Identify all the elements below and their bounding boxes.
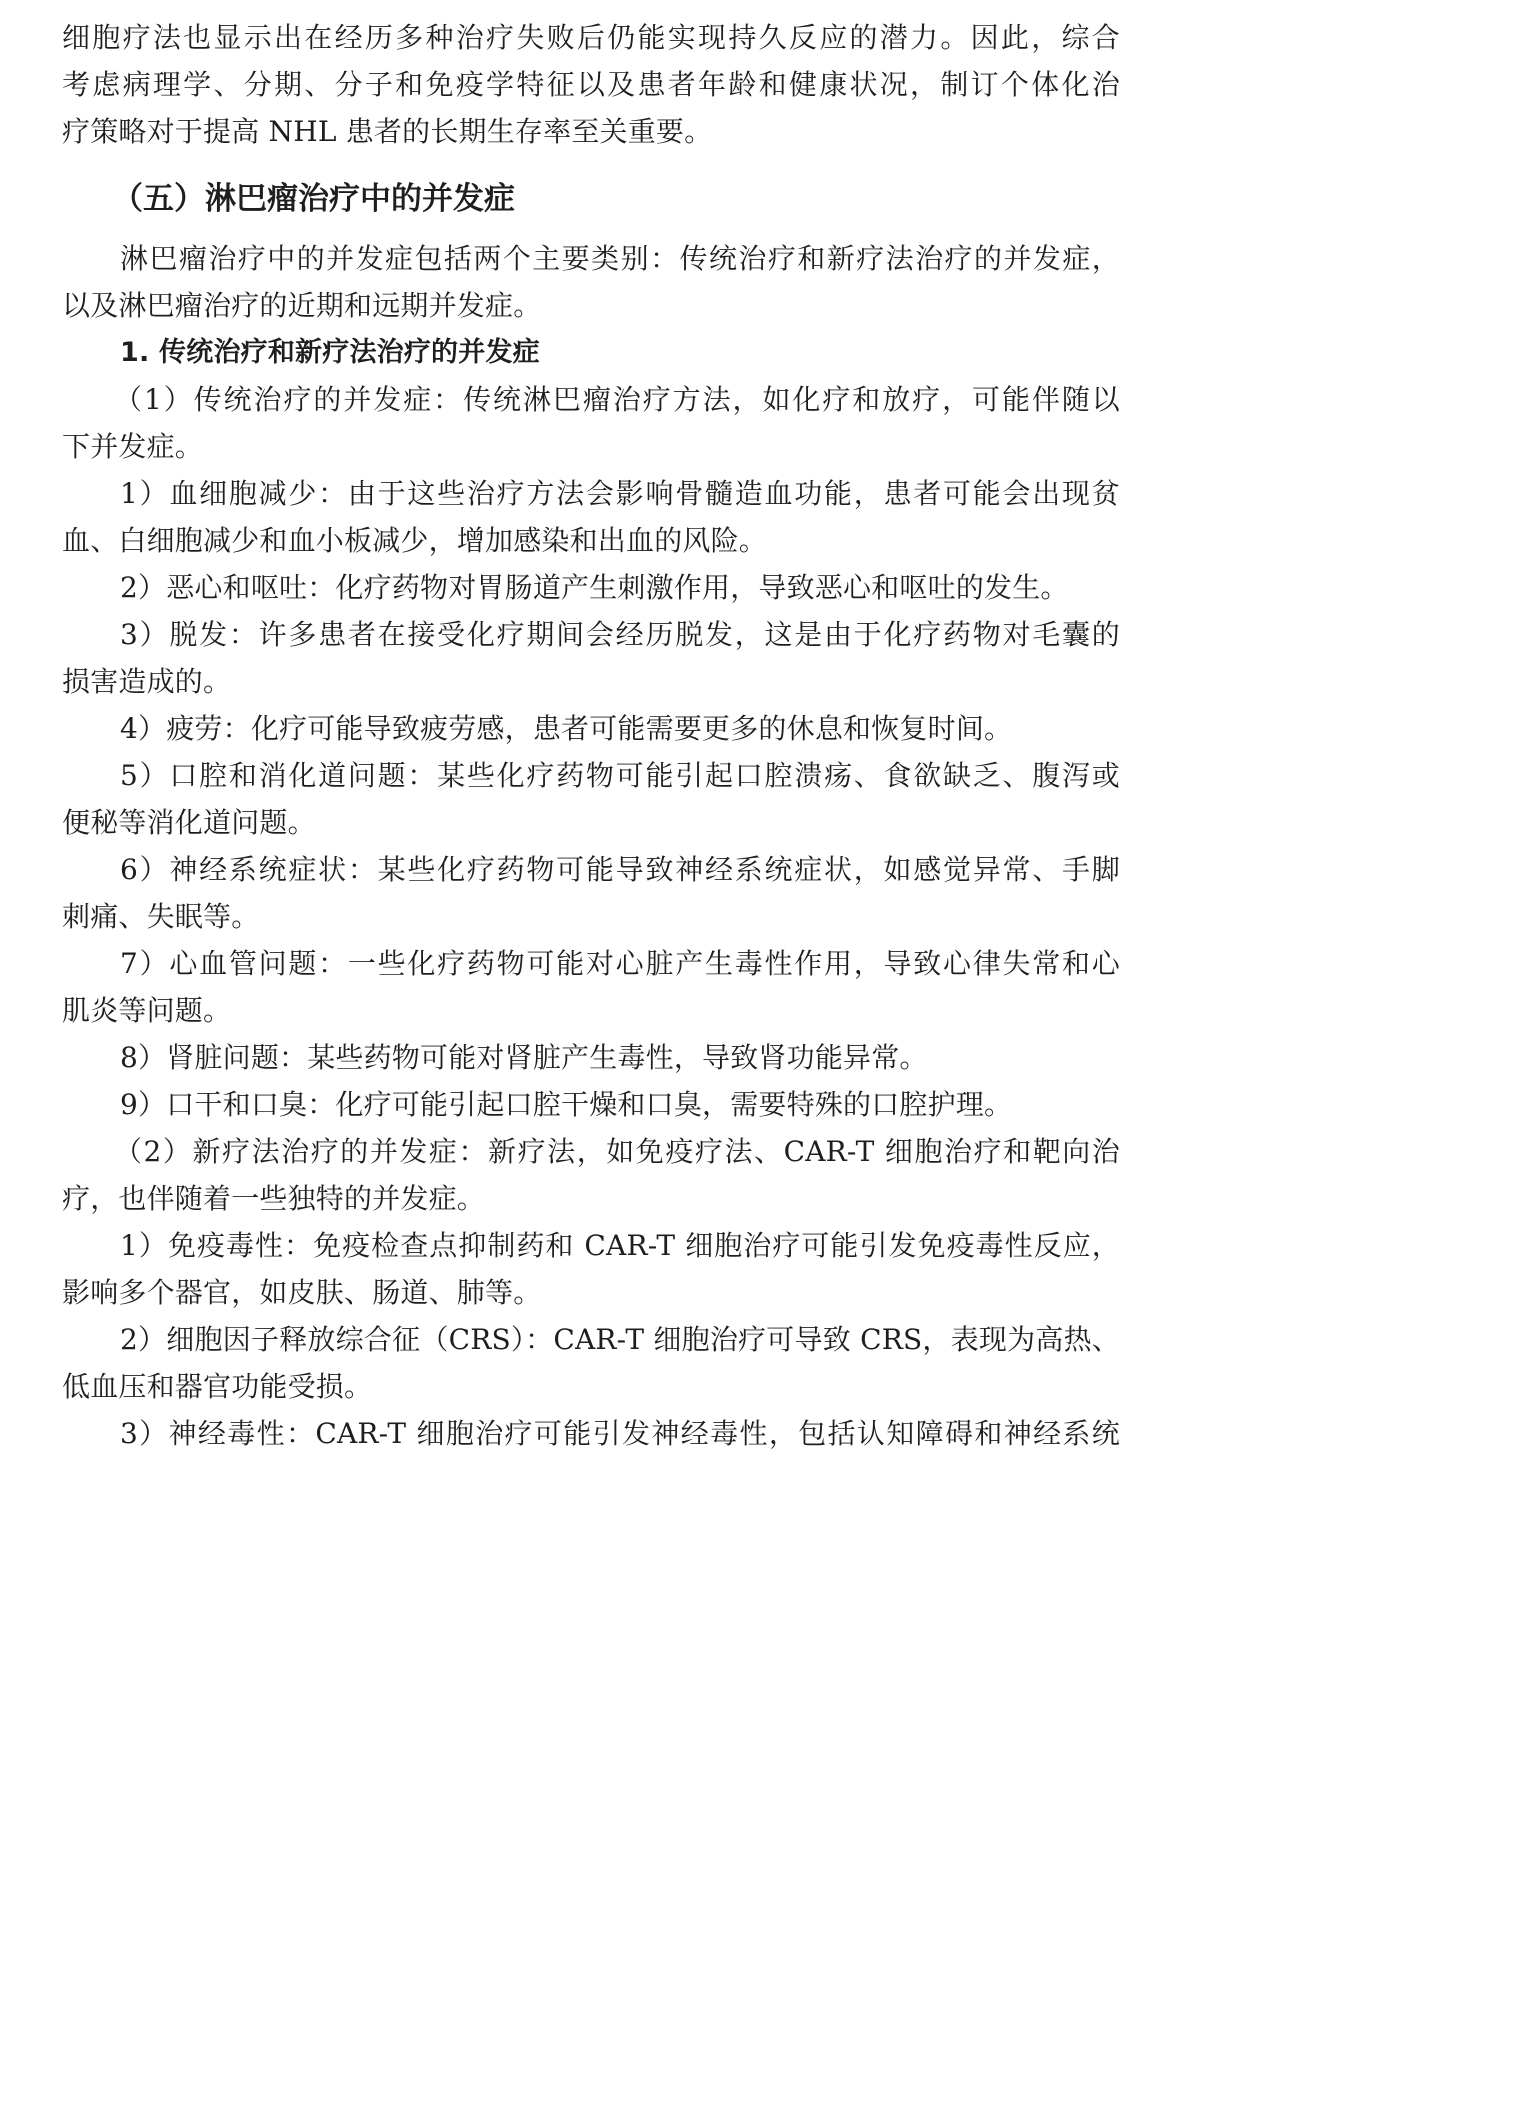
text-line: 1）免疫毒性：免疫检查点抑制药和 CAR-T 细胞治疗可能引发免疫毒性反应， xyxy=(120,1229,1120,1262)
text-line: 考虑病理学、分期、分子和免疫学特征以及患者年龄和健康状况，制订个体化治 xyxy=(62,68,1120,101)
text-line: 细胞疗法也显示出在经历多种治疗失败后仍能实现持久反应的潜力。因此，综合 xyxy=(62,21,1120,54)
list-item xyxy=(62,1222,1120,1316)
text-line: 肌炎等问题。 xyxy=(62,994,232,1027)
text-line: 9）口干和口臭：化疗可能引起口腔干燥和口臭，需要特殊的口腔护理。 xyxy=(120,1088,1013,1121)
text-line: 下并发症。 xyxy=(62,430,204,463)
list-item xyxy=(62,1316,1120,1410)
text-line: 1）血细胞减少：由于这些治疗方法会影响骨髓造血功能，患者可能会出现贫 xyxy=(120,477,1120,510)
subheading-paragraph xyxy=(62,329,1120,376)
text-line: 疗策略对于提高 NHL 患者的长期生存率至关重要。 xyxy=(62,115,713,148)
list-item xyxy=(62,564,1120,611)
text-line: 5）口腔和消化道问题：某些化疗药物可能引起口腔溃疡、食欲缺乏、腹泻或 xyxy=(120,759,1120,792)
text-line: 7）心血管问题：一些化疗药物可能对心脏产生毒性作用，导致心律失常和心 xyxy=(120,947,1120,980)
list-item xyxy=(62,940,1120,1034)
text-line: 2）恶心和呕吐：化疗药物对胃肠道产生刺激作用，导致恶心和呕吐的发生。 xyxy=(120,571,1069,604)
list-item xyxy=(62,1410,1120,1457)
text-line: 淋巴瘤治疗中的并发症包括两个主要类别：传统治疗和新疗法治疗的并发症， xyxy=(120,242,1120,275)
text-line: 低血压和器官功能受损。 xyxy=(62,1370,373,1403)
text-line: 3）脱发：许多患者在接受化疗期间会经历脱发，这是由于化疗药物对毛囊的 xyxy=(120,618,1120,651)
document-page xyxy=(62,14,1120,1457)
text-line: 便秘等消化道问题。 xyxy=(62,806,316,839)
novel-intro-paragraph xyxy=(62,1128,1120,1222)
text-line: 刺痛、失眠等。 xyxy=(62,900,260,933)
section-heading: （五）淋巴瘤治疗中的并发症 xyxy=(112,181,515,217)
text-line: 损害造成的。 xyxy=(62,665,232,698)
list-item xyxy=(62,846,1120,940)
traditional-intro-paragraph xyxy=(62,376,1120,470)
text-line: （2）新疗法治疗的并发症：新疗法，如免疫疗法、CAR-T 细胞治疗和靶向治 xyxy=(114,1135,1120,1168)
list-item xyxy=(62,611,1120,705)
text-line: 3）神经毒性：CAR-T 细胞治疗可能引发神经毒性，包括认知障碍和神经系统 xyxy=(120,1417,1120,1450)
text-line: 4）疲劳：化疗可能导致疲劳感，患者可能需要更多的休息和恢复时间。 xyxy=(120,712,1013,745)
list-item xyxy=(62,1081,1120,1128)
text-line: 影响多个器官，如皮肤、肠道、肺等。 xyxy=(62,1276,542,1309)
overview-paragraph xyxy=(62,235,1120,329)
text-line: 疗，也伴随着一些独特的并发症。 xyxy=(62,1182,486,1215)
text-line: （1）传统治疗的并发症：传统淋巴瘤治疗方法，如化疗和放疗，可能伴随以 xyxy=(114,383,1120,416)
text-line: 以及淋巴瘤治疗的近期和远期并发症。 xyxy=(62,289,542,322)
list-item xyxy=(62,752,1120,846)
list-item xyxy=(62,705,1120,752)
text-line: 血、白细胞减少和血小板减少，增加感染和出血的风险。 xyxy=(62,524,768,557)
list-item xyxy=(62,470,1120,564)
text-line: 8）肾脏问题：某些药物可能对肾脏产生毒性，导致肾功能异常。 xyxy=(120,1041,928,1074)
intro-paragraph xyxy=(62,14,1120,155)
subsection-heading: 1. 传统治疗和新疗法治疗的并发症 xyxy=(120,337,540,368)
text-line: 2）细胞因子释放综合征（CRS）：CAR-T 细胞治疗可导致 CRS，表现为高热、 xyxy=(120,1323,1120,1356)
list-item xyxy=(62,1034,1120,1081)
text-line: 6）神经系统症状：某些化疗药物可能导致神经系统症状，如感觉异常、手脚 xyxy=(120,853,1120,886)
